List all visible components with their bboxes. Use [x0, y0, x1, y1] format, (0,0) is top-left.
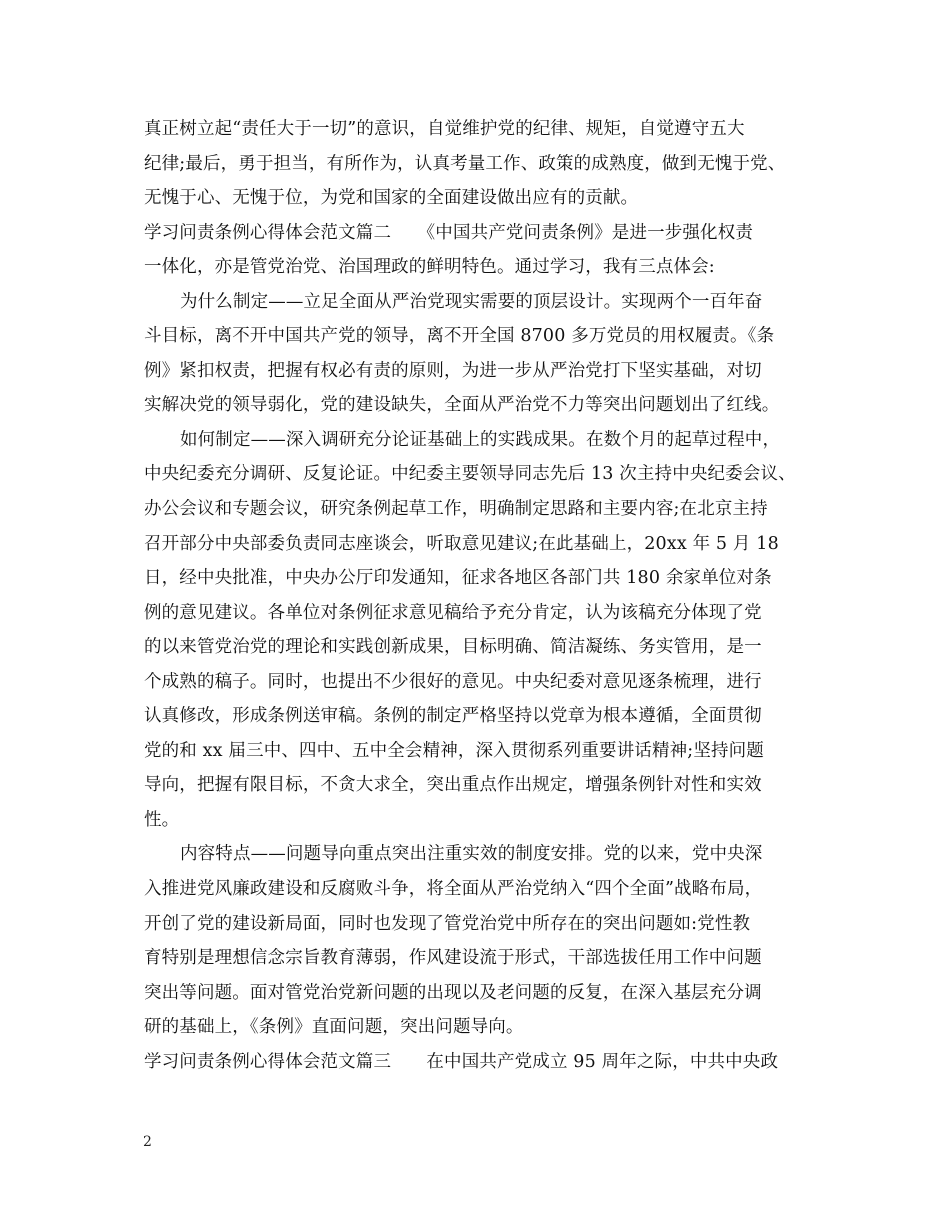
text-line: 例》紧扣权责，把握有权必有责的原则，为进一步从严治党打下坚实基础，对切 [144, 360, 762, 381]
section-heading-line: 学习问责条例心得体会范文篇二 《中国共产党问责条例》是进一步强化权责 [144, 222, 753, 243]
text-line: 的以来管党治党的理论和实践创新成果，目标明确、简洁凝练、务实管用，是一 [144, 637, 762, 658]
text-line: 突出等问题。面对管党治党新问题的出现以及老问题的反复，在深入基层充分调 [144, 982, 762, 1003]
paragraph-first-line: 内容特点——问题导向重点突出注重实效的制度安排。党的以来，党中央深 [180, 844, 763, 865]
text-line: 研的基础上，《条例》直面问题，突出问题导向。 [144, 1017, 524, 1038]
text-line: 例的意见建议。各单位对条例征求意见稿给予充分肯定，认为该稿充分体现了党 [144, 602, 762, 623]
text-line: 育特别是理想信念宗旨教育薄弱，作风建设流于形式，干部选拔任用工作中问题 [144, 948, 762, 969]
text-line: 日，经中央批准，中央办公厅印发通知，征求各地区各部门共 180 余家单位对条 [144, 568, 772, 589]
text-line: 个成熟的稿子。同时，也提出不少很好的意见。中央纪委对意见逐条梳理，进行 [144, 671, 762, 692]
paragraph-first-line: 如何制定——深入调研充分论证基础上的实践成果。在数个月的起草过程中， [180, 429, 781, 450]
paragraph-first-line: 为什么制定——立足全面从严治党现实需要的顶层设计。实现两个一百年奋 [180, 291, 763, 312]
text-line: 党的和 xx 届三中、四中、五中全会精神，深入贯彻系列重要讲话精神;坚持问题 [144, 740, 764, 761]
text-line: 入推进党风廉政建设和反腐败斗争，将全面从严治党纳入“四个全面”战略布局， [144, 879, 763, 900]
text-line: 性。 [144, 809, 180, 830]
document-body [144, 112, 828, 1079]
text-line: 开创了党的建设新局面，同时也发现了管党治党中所存在的突出问题如:党性教 [144, 913, 751, 934]
text-line: 召开部分中央部委负责同志座谈会，听取意见建议;在此基础上，20xx 年 5 月 18 [144, 533, 779, 554]
text-line: 一体化，亦是管党治党、治国理政的鲜明特色。通过学习，我有三点体会: [144, 257, 715, 278]
text-line: 中央纪委充分调研、反复论证。中纪委主要领导同志先后 13 次主持中央纪委会议、 [144, 464, 796, 485]
text-line: 导向，把握有限目标，不贪大求全，突出重点作出规定，增强条例针对性和实效 [144, 775, 762, 796]
text-line: 纪律;最后，勇于担当，有所作为，认真考量工作、政策的成熟度，做到无愧于党、 [144, 153, 786, 174]
text-line: 无愧于心、无愧于位，为党和国家的全面建设做出应有的贡献。 [144, 188, 639, 209]
text-line: 办公会议和专题会议，研究条例起草工作，明确制定思路和主要内容;在北京主持 [144, 499, 768, 520]
text-line: 实解决党的领导弱化，党的建设缺失，全面从严治党不力等突出问题划出了红线。 [144, 395, 780, 416]
text-line: 真正树立起“责任大于一切”的意识，自觉维护党的纪律、规矩，自觉遵守五大 [144, 119, 745, 139]
text-line: 斗目标，离不开中国共产党的领导，离不开全国 8700 多万党员的用权履责。《条 [144, 326, 775, 347]
section-heading-line: 学习问责条例心得体会范文篇三 在中国共产党成立 95 周年之际，中共中央政 [144, 1051, 779, 1072]
page-number: 2 [143, 1134, 152, 1150]
text-line: 认真修改，形成条例送审稿。条例的制定严格坚持以党章为根本遵循，全面贯彻 [144, 706, 762, 727]
